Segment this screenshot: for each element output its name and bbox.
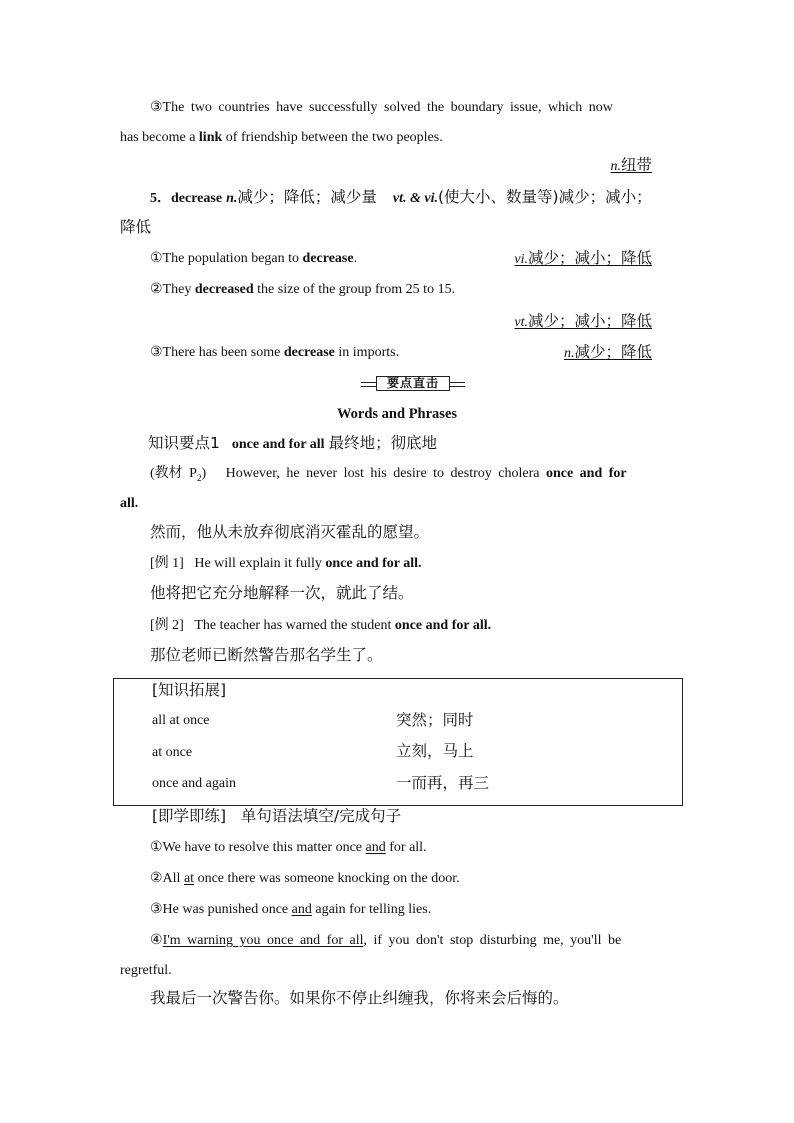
translation: 那位老师已断然警告那名学生了。 [150, 646, 383, 664]
extension-phrase: at once [152, 745, 193, 760]
example-sentence: ①The population began to decrease. [150, 251, 358, 266]
textbook-source-sentence: (教材 $P_2$) However, he never lost his desire to destroy cholera once and for [150, 466, 627, 483]
example-sentence: ③The two countries have successfully solved the boundary issue, which now [150, 100, 613, 115]
extension-phrase: all at once [152, 713, 210, 728]
practice-question: ②All at once there was someone knocking on the door. [150, 871, 460, 886]
meaning-note: vi.减少；减小；降低 [514, 249, 652, 267]
answer: and [365, 840, 386, 855]
meaning-note: n.减少；降低 [563, 343, 652, 361]
vocab-entry-heading: 5．decrease n.减少；降低；减少量 vt. & vi.(使大小、数量等)减少；减小； [150, 188, 652, 206]
section-title: Words and Phrases [336, 406, 458, 422]
example-sentence: [例 1] He will explain it fully once and for all. [150, 556, 422, 571]
example-sentence: ③There has been some decrease in imports. [150, 345, 400, 360]
knowledge-point-heading: 知识要点1 once and for all 最终地；彻底地 [148, 434, 438, 452]
example-sentence: ②They decreased the size of the group from 25 to 15. [150, 282, 456, 297]
extension-phrase: once and again [152, 776, 236, 791]
extension-meaning: 突然；同时 [396, 711, 474, 729]
meaning-note: n.纽带 [610, 156, 652, 174]
textbook-source-continued: all. [120, 496, 139, 511]
translation: 然而，他从未放弃彻底消灭霍乱的愿望。 [150, 523, 430, 541]
headword: decrease [171, 191, 223, 206]
section-banner-label: 要点直击 [376, 376, 450, 391]
vocab-entry-definition-continued: 降低 [120, 218, 152, 236]
extension-title: [知识拓展] [152, 681, 227, 699]
answer: at [183, 871, 195, 886]
answer: and [291, 902, 312, 917]
practice-question: ①We have to resolve this matter once and for all. [150, 840, 427, 855]
meaning-note: vt.减少；减小；降低 [514, 312, 652, 330]
example-sentence: [例 2] The teacher has warned the student once and for all. [150, 618, 492, 633]
practice-question-continued: regretful. [120, 963, 172, 978]
section-banner [361, 376, 465, 390]
keyword: link [198, 130, 223, 145]
answer: I'm warning you once and for all [162, 933, 364, 948]
translation: 他将把它充分地解释一次，就此了结。 [150, 584, 414, 602]
example-sentence-continued: has become a link of friendship between the two peoples. [120, 130, 443, 145]
practice-question: ④I'm warning you once and for all, if you don't stop disturbing me, you'll be [150, 933, 622, 948]
translation: 我最后一次警告你。如果你不停止纠缠我，你将来会后悔的。 [150, 989, 569, 1007]
extension-meaning: 立刻，马上 [396, 742, 474, 760]
extension-meaning: 一而再，再三 [396, 774, 490, 792]
practice-heading: [即学即练] 单句语法填空/完成句子 [152, 807, 402, 825]
practice-question: ③He was punished once and again for telling lies. [150, 902, 432, 917]
